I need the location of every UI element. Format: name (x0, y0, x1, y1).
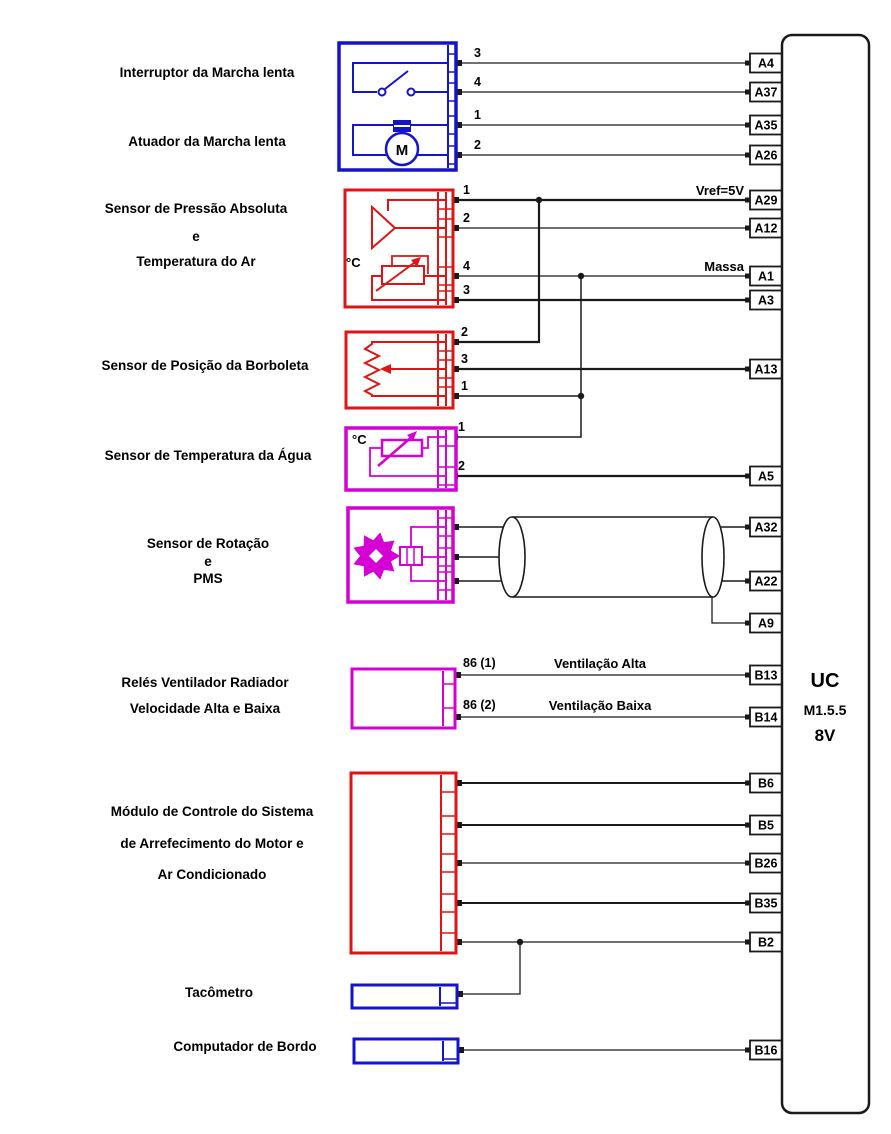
junction-dot (578, 393, 584, 399)
sensor-temperatura-agua (105, 420, 465, 490)
component-label: PMS (193, 571, 223, 586)
pin-number-label: 2 (474, 138, 481, 152)
connector-label: B13 (754, 668, 778, 683)
component-label: Sensor de Pressão Absoluta (104, 201, 288, 216)
connector-label: B2 (758, 935, 774, 950)
pin-number-label: 1 (463, 183, 470, 197)
sensor-posicao-borboleta (101, 325, 468, 408)
pin-number-label: 1 (461, 379, 468, 393)
component-label: Interruptor da Marcha lenta (119, 65, 295, 80)
connector-label: B26 (754, 856, 778, 871)
component-label: Sensor de Temperatura da Água (104, 448, 312, 463)
connector-label: A13 (754, 362, 778, 377)
pin-number-label: 1 (458, 420, 465, 434)
idle-switch-icon (408, 89, 415, 96)
wire-label: Ventilação Baixa (548, 698, 652, 713)
sensor-pressao-absoluta-temperatura-ar-box (345, 190, 453, 307)
connector-a26 (750, 146, 782, 165)
junction-dot (517, 939, 523, 945)
connector-a3 (750, 291, 782, 310)
celsius-label: °C (346, 255, 361, 270)
connector-b35 (750, 894, 782, 913)
junction-dot (578, 273, 584, 279)
connector-label: A3 (758, 293, 774, 308)
wire-label: Ventilação Alta (554, 656, 646, 671)
component-label: e (192, 229, 200, 244)
connector-label: A9 (758, 616, 774, 631)
reles-ventilador-radiador (121, 656, 495, 728)
pin-number-label: 3 (463, 283, 470, 297)
connector-a5 (750, 467, 782, 486)
pin-number-label: 2 (458, 459, 465, 473)
sensor-pressao-absoluta-temperatura-ar (105, 183, 470, 307)
wire (712, 597, 750, 623)
connector-label: A12 (754, 221, 778, 236)
connector-label: A4 (758, 56, 774, 71)
wire-label: Vref=5V (695, 183, 744, 198)
pin-number-label: 3 (461, 352, 468, 366)
connector-label: B16 (754, 1043, 778, 1058)
computador-de-bordo (173, 1039, 458, 1063)
uc-unit (782, 35, 869, 1113)
connector-b13 (750, 666, 782, 685)
wire (457, 942, 520, 994)
component-label: Tacômetro (184, 985, 254, 1000)
tacometro-box (352, 985, 457, 1008)
connector-label: A22 (754, 574, 778, 589)
shielded-cable-right-ellipse (702, 517, 724, 597)
pin-number-label: 2 (461, 325, 468, 339)
component-label: Sensor de Posição da Borboleta (101, 358, 309, 373)
sensor-rotacao-pms (147, 508, 453, 602)
uc-label: UC (810, 670, 840, 692)
junction-dot (536, 197, 542, 203)
connector-a12 (750, 219, 782, 238)
uc-box (782, 35, 869, 1113)
connector-b26 (750, 854, 782, 873)
connector-label: B5 (758, 818, 774, 833)
component-label: Relés Ventilador Radiador (121, 675, 289, 690)
connector-a4 (750, 54, 782, 73)
pin-number-label: 86 (1) (463, 656, 496, 670)
connector-a1 (750, 267, 782, 286)
connector-label: A1 (758, 269, 774, 284)
shielded-cable-left-ellipse (499, 517, 525, 597)
pin-number-label: 2 (463, 211, 470, 225)
connector-label: A35 (754, 118, 778, 133)
component-label: Módulo de Controle do Sistema (110, 804, 314, 819)
component-label: Temperatura do Ar (136, 254, 256, 269)
pin-number-label: 3 (474, 46, 481, 60)
uc-voltage-label: 8V (814, 726, 836, 745)
component-label: Sensor de Rotação (146, 536, 270, 551)
connector-a29 (750, 191, 782, 210)
connector-a22 (750, 572, 782, 591)
pin-number-label: 86 (2) (463, 698, 496, 712)
connector-b2 (750, 933, 782, 952)
connector-b5 (750, 816, 782, 835)
connector-a37 (750, 83, 782, 102)
celsius-label: °C (352, 432, 367, 447)
connector-a13 (750, 360, 782, 379)
connector-b14 (750, 708, 782, 727)
interruptor-atuador-marcha-lenta (120, 43, 481, 170)
uc-model-label: M1.5.5 (803, 702, 847, 718)
modulo-controle-arrefecimento-ar-condicionado (111, 773, 456, 953)
connector-label: A32 (754, 520, 778, 535)
connector-b6 (750, 774, 782, 793)
component-label: Atuador da Marcha lenta (128, 134, 286, 149)
tacometro (185, 985, 457, 1008)
connector-a32 (750, 518, 782, 537)
pin-number-label: 4 (474, 75, 481, 89)
component-label: de Arrefecimento do Motor e (120, 836, 304, 851)
connector-label: A26 (754, 148, 778, 163)
component-label: e (204, 554, 212, 569)
reles-ventilador-radiador-box (352, 669, 455, 728)
connector-b16 (750, 1041, 782, 1060)
component-label: Velocidade Alta e Baixa (129, 701, 281, 716)
connector-label: B14 (754, 710, 778, 725)
idle-switch-icon (379, 89, 386, 96)
component-label: Ar Condicionado (157, 867, 267, 882)
wire-label: Massa (704, 259, 744, 274)
pin-number-label: 4 (463, 259, 470, 273)
connector-a9 (750, 614, 782, 633)
connector-label: A29 (754, 193, 778, 208)
connector-label: B35 (754, 896, 778, 911)
motor-letter: M (395, 142, 409, 159)
connector-label: A37 (754, 85, 778, 100)
connector-label: B6 (758, 776, 774, 791)
component-label: Computador de Bordo (173, 1039, 317, 1054)
connector-label: A5 (758, 469, 774, 484)
pin-number-label: 1 (474, 108, 481, 122)
connector-a35 (750, 116, 782, 135)
